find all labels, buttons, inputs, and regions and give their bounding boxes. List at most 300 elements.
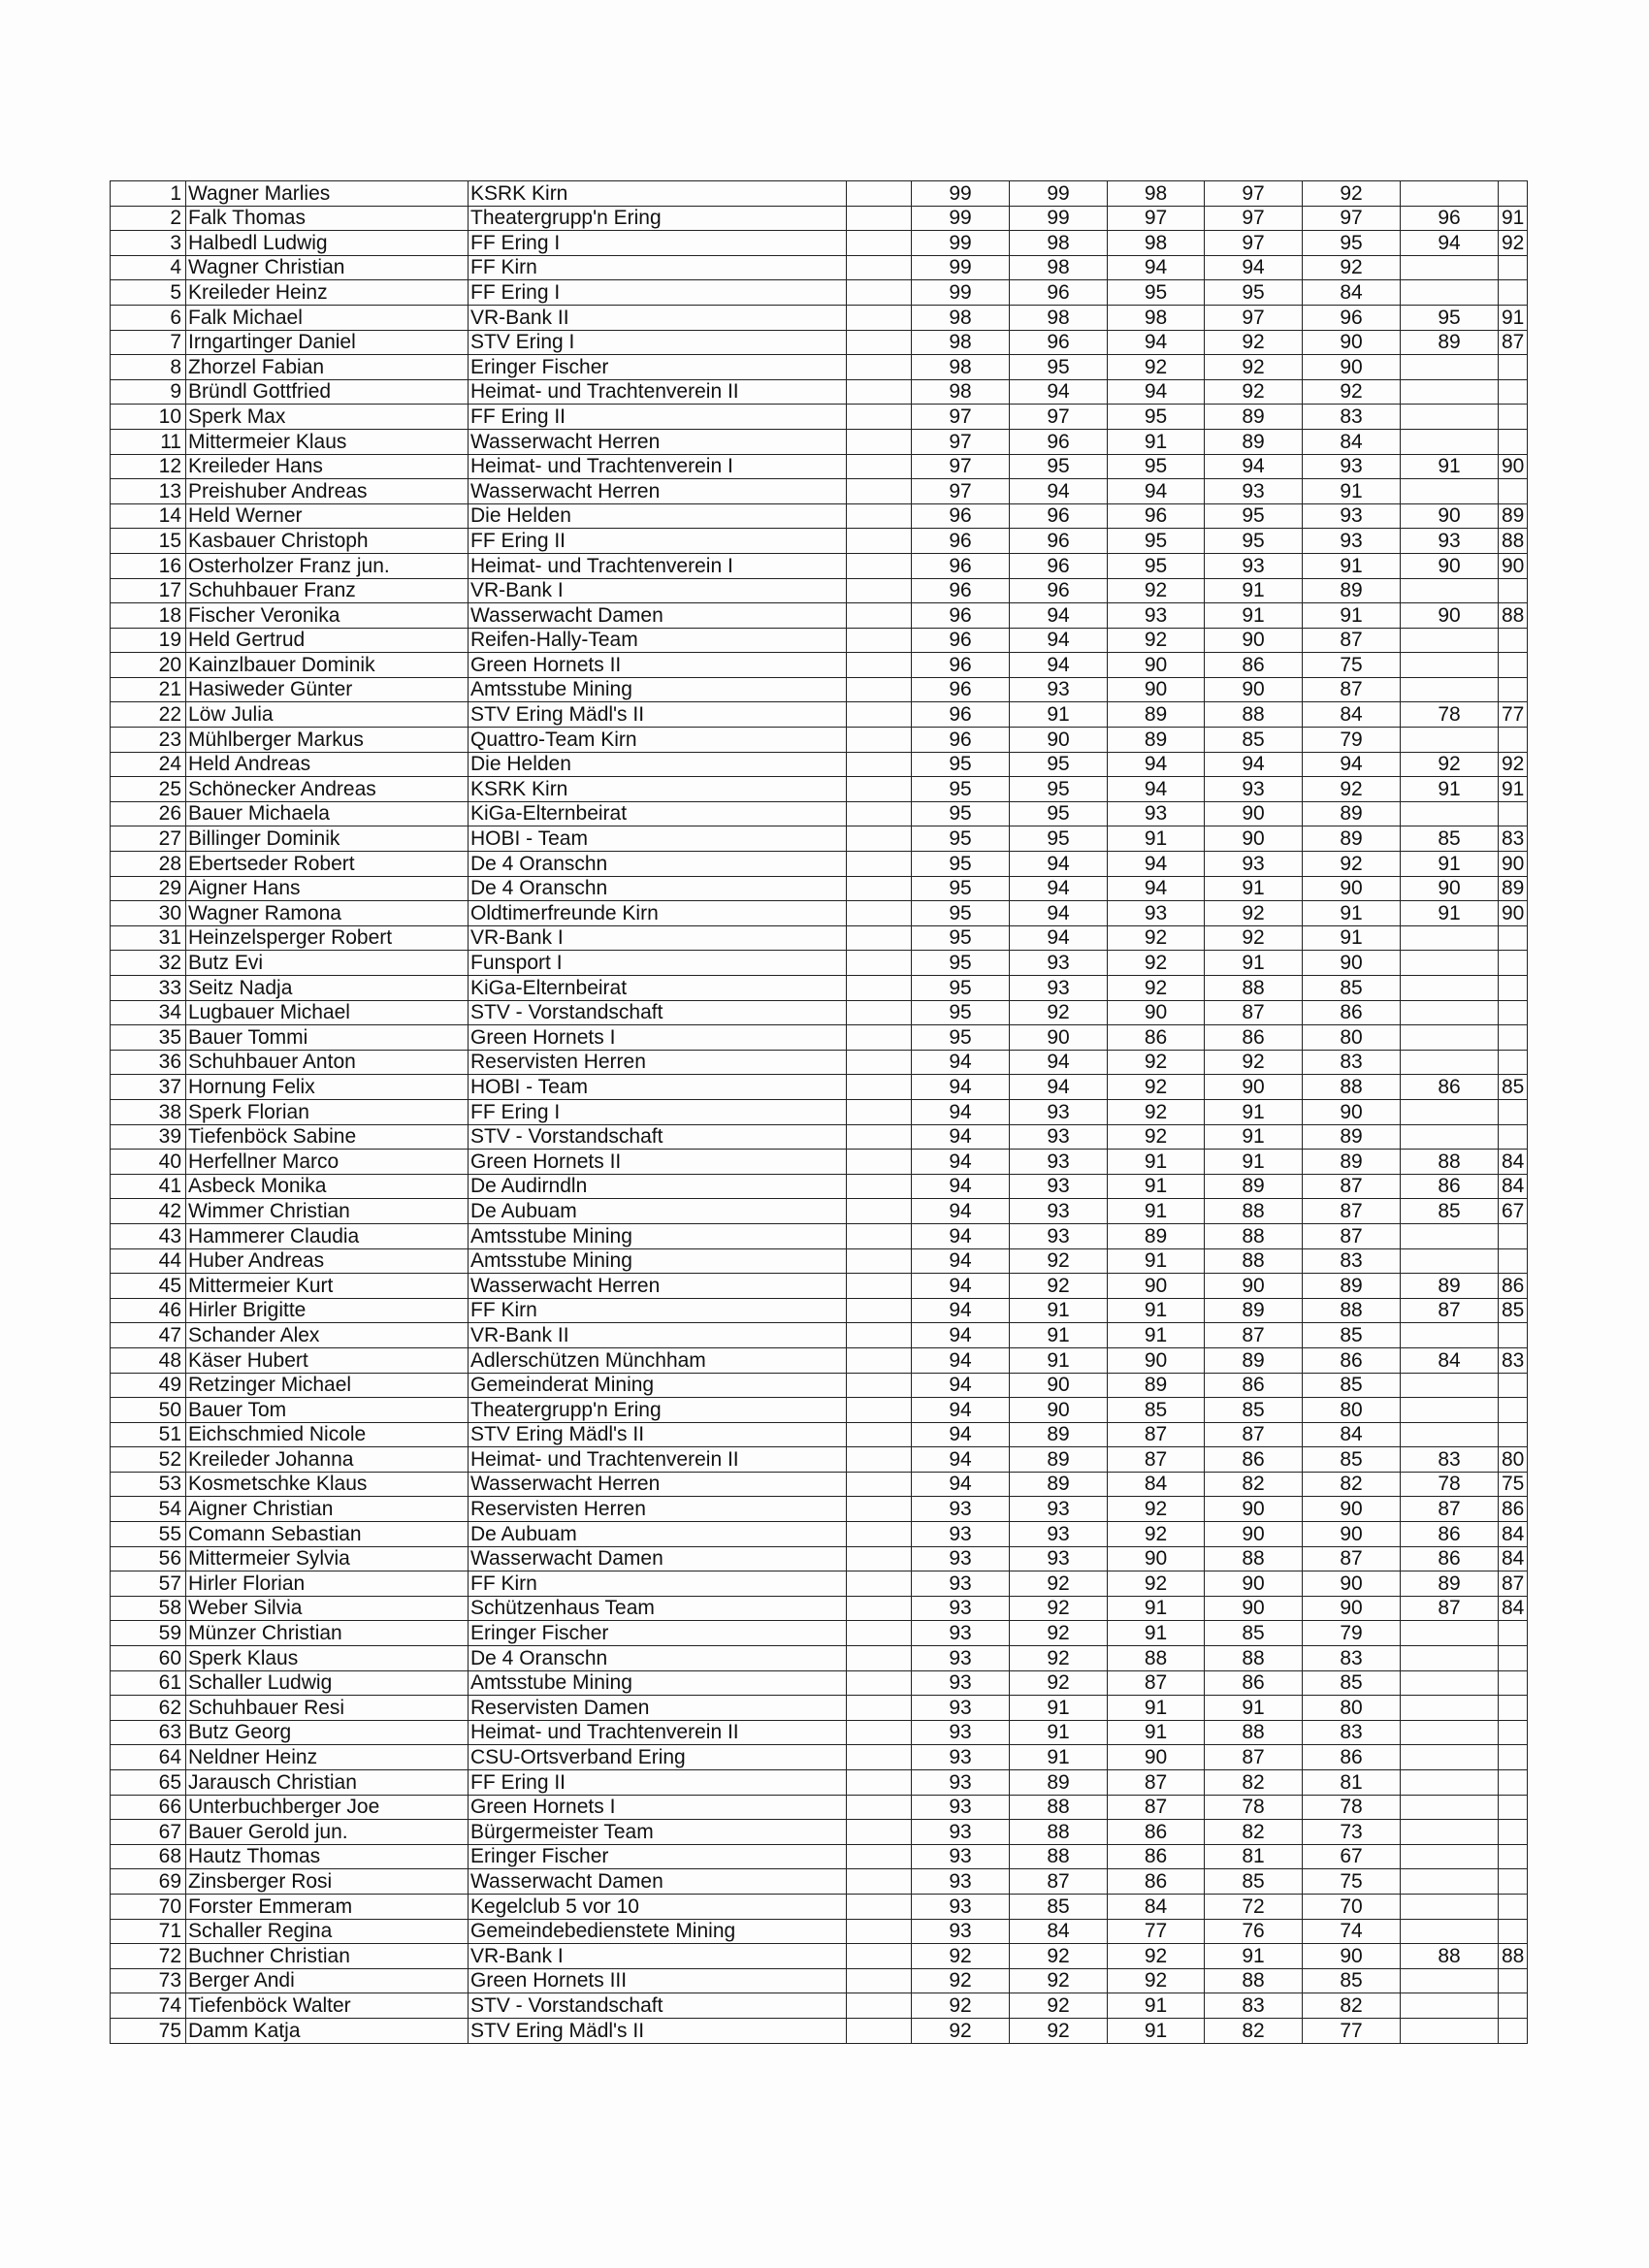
score-cell: 99 (912, 231, 1010, 256)
score-cell: 86 (1108, 1025, 1205, 1051)
team-name-cell: STV - Vorstandschaft (469, 1000, 847, 1025)
score-cell: 96 (912, 603, 1010, 629)
empty-cell (847, 976, 912, 1001)
score-cell (1499, 1621, 1528, 1646)
score-cell: 95 (1401, 305, 1499, 330)
rank-cell: 1 (111, 181, 186, 207)
rank-cell: 75 (111, 2018, 186, 2043)
score-cell: 93 (912, 1571, 1010, 1597)
team-name-cell: FF Ering I (469, 1099, 847, 1124)
shooter-name-cell: Bauer Tom (186, 1398, 469, 1423)
score-cell: 94 (1205, 255, 1303, 280)
team-name-cell: Reifen-Hally-Team (469, 628, 847, 653)
score-cell: 93 (912, 1745, 1010, 1770)
team-name-cell: CSU-Ortsverband Ering (469, 1745, 847, 1770)
score-cell (1401, 255, 1499, 280)
score-cell: 90 (1303, 355, 1401, 380)
score-cell: 96 (1010, 529, 1108, 554)
rank-cell: 61 (111, 1670, 186, 1696)
score-cell: 96 (1010, 578, 1108, 603)
table-row (111, 1075, 1528, 1100)
score-cell (1401, 1869, 1499, 1895)
score-cell: 89 (1205, 405, 1303, 430)
score-cell: 95 (912, 976, 1010, 1001)
team-name-cell: Heimat- und Trachtenverein II (469, 1720, 847, 1745)
score-cell: 91 (1499, 206, 1528, 231)
score-cell: 90 (1303, 951, 1401, 976)
score-cell: 89 (1108, 702, 1205, 728)
score-cell: 85 (1205, 1869, 1303, 1895)
score-cell (1401, 951, 1499, 976)
table-row (111, 355, 1528, 380)
rank-cell: 18 (111, 603, 186, 629)
shooter-name-cell: Kreileder Heinz (186, 280, 469, 306)
score-cell: 96 (1401, 206, 1499, 231)
shooter-name-cell: Sperk Klaus (186, 1646, 469, 1671)
score-cell: 96 (912, 529, 1010, 554)
table-row (111, 1174, 1528, 1199)
score-cell (1499, 1993, 1528, 2019)
team-name-cell: VR-Bank I (469, 1944, 847, 1969)
team-name-cell: VR-Bank II (469, 1323, 847, 1348)
score-cell: 94 (1108, 777, 1205, 802)
score-cell: 90 (1108, 1745, 1205, 1770)
empty-cell (847, 702, 912, 728)
empty-cell (847, 231, 912, 256)
score-cell: 90 (1401, 503, 1499, 529)
score-cell: 95 (1205, 280, 1303, 306)
score-cell: 90 (1303, 1571, 1401, 1597)
score-cell: 67 (1499, 1199, 1528, 1224)
rank-cell: 29 (111, 876, 186, 901)
empty-cell (847, 529, 912, 554)
score-cell: 94 (912, 1223, 1010, 1248)
score-cell: 96 (1303, 305, 1401, 330)
score-cell (1401, 2018, 1499, 2043)
rank-cell: 25 (111, 777, 186, 802)
score-cell: 96 (912, 677, 1010, 702)
score-cell: 75 (1499, 1472, 1528, 1497)
shooter-name-cell: Wagner Ramona (186, 901, 469, 926)
empty-cell (847, 181, 912, 207)
empty-cell (847, 1248, 912, 1274)
score-cell: 88 (1205, 1720, 1303, 1745)
score-cell: 92 (1108, 1944, 1205, 1969)
score-cell: 88 (1401, 1150, 1499, 1175)
shooter-name-cell: Neldner Heinz (186, 1745, 469, 1770)
score-cell: 94 (1010, 852, 1108, 877)
rank-cell: 32 (111, 951, 186, 976)
score-cell: 92 (912, 1993, 1010, 2019)
rank-cell: 57 (111, 1571, 186, 1597)
score-cell: 91 (1303, 603, 1401, 629)
score-cell: 92 (1010, 1248, 1108, 1274)
score-cell (1401, 1844, 1499, 1869)
score-cell: 81 (1303, 1770, 1401, 1796)
empty-cell (847, 379, 912, 405)
shooter-name-cell: Zhorzel Fabian (186, 355, 469, 380)
score-cell: 97 (1205, 231, 1303, 256)
score-cell: 91 (1205, 1099, 1303, 1124)
rank-cell: 35 (111, 1025, 186, 1051)
score-cell (1401, 1124, 1499, 1150)
score-cell: 95 (912, 1025, 1010, 1051)
score-cell (1499, 1820, 1528, 1845)
empty-cell (847, 1795, 912, 1820)
score-cell: 92 (1108, 1099, 1205, 1124)
score-cell: 90 (1205, 1274, 1303, 1299)
empty-cell (847, 330, 912, 355)
score-cell (1401, 1223, 1499, 1248)
table-row (111, 1347, 1528, 1373)
table-row (111, 255, 1528, 280)
score-cell: 90 (1303, 1099, 1401, 1124)
score-cell: 94 (912, 1472, 1010, 1497)
score-cell: 94 (1108, 852, 1205, 877)
rank-cell: 71 (111, 1919, 186, 1944)
table-row (111, 1050, 1528, 1075)
score-cell: 93 (912, 1919, 1010, 1944)
empty-cell (847, 1894, 912, 1919)
team-name-cell: Amtsstube Mining (469, 1223, 847, 1248)
shooter-name-cell: Unterbuchberger Joe (186, 1795, 469, 1820)
team-name-cell: Wasserwacht Herren (469, 429, 847, 454)
shooter-name-cell: Herfellner Marco (186, 1150, 469, 1175)
rank-cell: 34 (111, 1000, 186, 1025)
score-cell: 91 (1401, 777, 1499, 802)
score-cell: 94 (912, 1373, 1010, 1398)
score-cell: 84 (1303, 429, 1401, 454)
score-cell: 85 (1303, 1447, 1401, 1473)
score-cell: 92 (1303, 777, 1401, 802)
score-cell: 89 (1303, 1150, 1401, 1175)
empty-cell (847, 951, 912, 976)
score-cell (1499, 379, 1528, 405)
empty-cell (847, 1869, 912, 1895)
score-cell: 90 (1205, 628, 1303, 653)
score-cell: 92 (1108, 355, 1205, 380)
rank-cell: 54 (111, 1497, 186, 1522)
shooter-name-cell: Asbeck Monika (186, 1174, 469, 1199)
score-cell: 92 (1010, 1968, 1108, 1993)
score-cell (1401, 429, 1499, 454)
score-cell: 93 (1205, 479, 1303, 504)
shooter-name-cell: Eichschmied Nicole (186, 1422, 469, 1447)
score-cell (1401, 1050, 1499, 1075)
shooter-name-cell: Butz Evi (186, 951, 469, 976)
score-cell: 92 (1108, 1497, 1205, 1522)
empty-cell (847, 653, 912, 678)
empty-cell (847, 1944, 912, 1969)
score-cell (1401, 925, 1499, 951)
score-cell: 96 (1010, 280, 1108, 306)
score-cell: 90 (1108, 1546, 1205, 1571)
score-cell: 94 (912, 1447, 1010, 1473)
empty-cell (847, 876, 912, 901)
score-cell: 78 (1401, 702, 1499, 728)
score-cell: 98 (912, 379, 1010, 405)
table-row (111, 628, 1528, 653)
score-cell: 95 (912, 752, 1010, 777)
table-row (111, 280, 1528, 306)
score-cell (1499, 405, 1528, 430)
score-cell (1499, 728, 1528, 753)
team-name-cell: Green Hornets II (469, 1150, 847, 1175)
table-row (111, 976, 1528, 1001)
rank-cell: 28 (111, 852, 186, 877)
score-cell: 90 (1010, 1025, 1108, 1051)
score-cell: 94 (1303, 752, 1401, 777)
score-cell (1401, 1894, 1499, 1919)
score-cell: 92 (1010, 1571, 1108, 1597)
score-cell: 90 (1499, 901, 1528, 926)
shooter-name-cell: Comann Sebastian (186, 1522, 469, 1547)
score-cell: 83 (1499, 1347, 1528, 1373)
score-cell: 94 (912, 1298, 1010, 1323)
shooter-name-cell: Forster Emmeram (186, 1894, 469, 1919)
empty-cell (847, 1000, 912, 1025)
rank-cell: 2 (111, 206, 186, 231)
score-cell: 99 (912, 280, 1010, 306)
empty-cell (847, 255, 912, 280)
table-row (111, 1696, 1528, 1721)
score-cell (1499, 479, 1528, 504)
score-cell: 89 (1205, 1298, 1303, 1323)
score-cell: 91 (1108, 1720, 1205, 1745)
score-cell: 88 (1303, 1075, 1401, 1100)
score-cell: 90 (1401, 553, 1499, 578)
score-cell (1499, 355, 1528, 380)
score-cell: 90 (1205, 1571, 1303, 1597)
score-cell: 92 (1108, 951, 1205, 976)
score-cell (1499, 1248, 1528, 1274)
shooter-name-cell: Schuhbauer Franz (186, 578, 469, 603)
score-cell: 85 (1205, 1621, 1303, 1646)
team-name-cell: Green Hornets I (469, 1795, 847, 1820)
table-row (111, 1968, 1528, 1993)
score-cell: 91 (1205, 1944, 1303, 1969)
table-row (111, 852, 1528, 877)
score-cell: 90 (1205, 801, 1303, 826)
score-cell: 92 (1010, 1274, 1108, 1299)
empty-cell (847, 206, 912, 231)
rank-cell: 56 (111, 1546, 186, 1571)
team-name-cell: VR-Bank I (469, 578, 847, 603)
score-cell: 99 (1010, 181, 1108, 207)
score-cell: 93 (1108, 901, 1205, 926)
score-cell: 95 (912, 876, 1010, 901)
table-row (111, 503, 1528, 529)
score-cell: 90 (1499, 454, 1528, 479)
score-cell: 94 (1010, 925, 1108, 951)
score-cell: 93 (1010, 976, 1108, 1001)
score-cell (1499, 1646, 1528, 1671)
score-cell: 93 (912, 1795, 1010, 1820)
score-cell (1401, 1993, 1499, 2019)
score-cell: 94 (1401, 231, 1499, 256)
team-name-cell: KiGa-Elternbeirat (469, 801, 847, 826)
score-cell (1499, 1696, 1528, 1721)
empty-cell (847, 1546, 912, 1571)
empty-cell (847, 1596, 912, 1621)
score-cell: 88 (1303, 1298, 1401, 1323)
score-cell: 98 (912, 355, 1010, 380)
score-cell: 97 (912, 479, 1010, 504)
shooter-name-cell: Damm Katja (186, 2018, 469, 2043)
score-cell: 97 (912, 454, 1010, 479)
score-cell: 95 (1010, 355, 1108, 380)
rank-cell: 63 (111, 1720, 186, 1745)
score-cell (1499, 801, 1528, 826)
score-cell: 94 (1108, 479, 1205, 504)
score-cell: 94 (912, 1099, 1010, 1124)
score-cell: 91 (1010, 1298, 1108, 1323)
score-cell: 88 (1205, 1968, 1303, 1993)
team-name-cell: FF Ering II (469, 1770, 847, 1796)
score-cell: 84 (1108, 1894, 1205, 1919)
score-cell (1499, 628, 1528, 653)
score-cell: 89 (1010, 1770, 1108, 1796)
score-cell: 94 (912, 1398, 1010, 1423)
score-cell: 93 (1010, 1099, 1108, 1124)
team-name-cell: FF Kirn (469, 1571, 847, 1597)
score-cell: 94 (912, 1124, 1010, 1150)
rank-cell: 66 (111, 1795, 186, 1820)
score-cell (1401, 1422, 1499, 1447)
score-cell: 97 (1205, 305, 1303, 330)
score-cell: 91 (1010, 1720, 1108, 1745)
score-cell: 89 (1303, 578, 1401, 603)
score-cell (1499, 1000, 1528, 1025)
table-row (111, 1571, 1528, 1597)
rank-cell: 38 (111, 1099, 186, 1124)
shooter-name-cell: Preishuber Andreas (186, 479, 469, 504)
table-row (111, 728, 1528, 753)
rank-cell: 7 (111, 330, 186, 355)
score-cell: 85 (1303, 1968, 1401, 1993)
score-cell: 96 (912, 628, 1010, 653)
score-cell: 94 (1205, 454, 1303, 479)
score-cell: 78 (1303, 1795, 1401, 1820)
shooter-name-cell: Aigner Hans (186, 876, 469, 901)
empty-cell (847, 503, 912, 529)
score-cell: 89 (1108, 1373, 1205, 1398)
score-cell (1401, 628, 1499, 653)
empty-cell (847, 1025, 912, 1051)
table-row (111, 379, 1528, 405)
score-cell (1401, 677, 1499, 702)
rank-cell: 47 (111, 1323, 186, 1348)
score-cell: 98 (1010, 255, 1108, 280)
score-cell: 92 (1499, 752, 1528, 777)
score-cell (1401, 355, 1499, 380)
team-name-cell: Heimat- und Trachtenverein I (469, 553, 847, 578)
score-cell: 87 (1401, 1596, 1499, 1621)
score-cell: 84 (1108, 1472, 1205, 1497)
empty-cell (847, 1522, 912, 1547)
score-cell: 87 (1303, 1546, 1401, 1571)
score-cell: 84 (1499, 1150, 1528, 1175)
score-cell: 91 (1108, 1621, 1205, 1646)
score-cell: 99 (1010, 206, 1108, 231)
score-cell: 90 (1499, 553, 1528, 578)
score-cell (1499, 951, 1528, 976)
table-row (111, 826, 1528, 852)
team-name-cell: De Audirndln (469, 1174, 847, 1199)
score-cell: 97 (1205, 181, 1303, 207)
score-cell: 93 (1010, 1150, 1108, 1175)
score-cell: 92 (1108, 1075, 1205, 1100)
shooter-name-cell: Hammerer Claudia (186, 1223, 469, 1248)
team-name-cell: Heimat- und Trachtenverein I (469, 454, 847, 479)
table-row (111, 1298, 1528, 1323)
empty-cell (847, 777, 912, 802)
shooter-name-cell: Held Gertrud (186, 628, 469, 653)
score-cell: 91 (1108, 1696, 1205, 1721)
score-cell: 91 (1108, 1298, 1205, 1323)
score-cell: 91 (1401, 454, 1499, 479)
shooter-name-cell: Tiefenböck Sabine (186, 1124, 469, 1150)
team-name-cell: Green Hornets II (469, 653, 847, 678)
score-cell: 90 (1010, 1373, 1108, 1398)
team-name-cell: De 4 Oranschn (469, 852, 847, 877)
score-cell (1499, 1124, 1528, 1150)
score-cell (1499, 1894, 1528, 1919)
shooter-name-cell: Hornung Felix (186, 1075, 469, 1100)
shooter-name-cell: Sperk Florian (186, 1099, 469, 1124)
score-cell: 92 (1010, 2018, 1108, 2043)
score-cell: 92 (1205, 330, 1303, 355)
score-cell: 87 (1205, 1422, 1303, 1447)
shooter-name-cell: Retzinger Michael (186, 1373, 469, 1398)
score-cell: 92 (1010, 1944, 1108, 1969)
shooter-name-cell: Kosmetschke Klaus (186, 1472, 469, 1497)
shooter-name-cell: Bauer Gerold jun. (186, 1820, 469, 1845)
rank-cell: 31 (111, 925, 186, 951)
table-row (111, 1522, 1528, 1547)
table-row (111, 206, 1528, 231)
score-cell: 91 (1108, 429, 1205, 454)
empty-cell (847, 1347, 912, 1373)
shooter-name-cell: Kasbauer Christoph (186, 529, 469, 554)
score-cell: 90 (1108, 677, 1205, 702)
team-name-cell: Gemeindebedienstete Mining (469, 1919, 847, 1944)
rank-cell: 50 (111, 1398, 186, 1423)
score-cell: 92 (912, 1944, 1010, 1969)
score-cell: 92 (1108, 1968, 1205, 1993)
shooter-name-cell: Hautz Thomas (186, 1844, 469, 1869)
score-cell: 87 (1401, 1497, 1499, 1522)
shooter-name-cell: Wagner Marlies (186, 181, 469, 207)
score-cell (1499, 1745, 1528, 1770)
score-cell: 85 (1205, 728, 1303, 753)
rank-cell: 6 (111, 305, 186, 330)
empty-cell (847, 1199, 912, 1224)
table-row (111, 1795, 1528, 1820)
team-name-cell: Reservisten Herren (469, 1497, 847, 1522)
empty-cell (847, 1968, 912, 1993)
score-cell: 84 (1499, 1174, 1528, 1199)
shooter-name-cell: Heinzelsperger Robert (186, 925, 469, 951)
score-cell: 94 (912, 1422, 1010, 1447)
score-cell: 90 (1303, 1522, 1401, 1547)
table-row (111, 677, 1528, 702)
score-cell: 97 (1010, 405, 1108, 430)
score-cell: 93 (1108, 801, 1205, 826)
team-name-cell: STV - Vorstandschaft (469, 1124, 847, 1150)
score-cell: 95 (1108, 553, 1205, 578)
score-cell: 91 (1205, 1150, 1303, 1175)
